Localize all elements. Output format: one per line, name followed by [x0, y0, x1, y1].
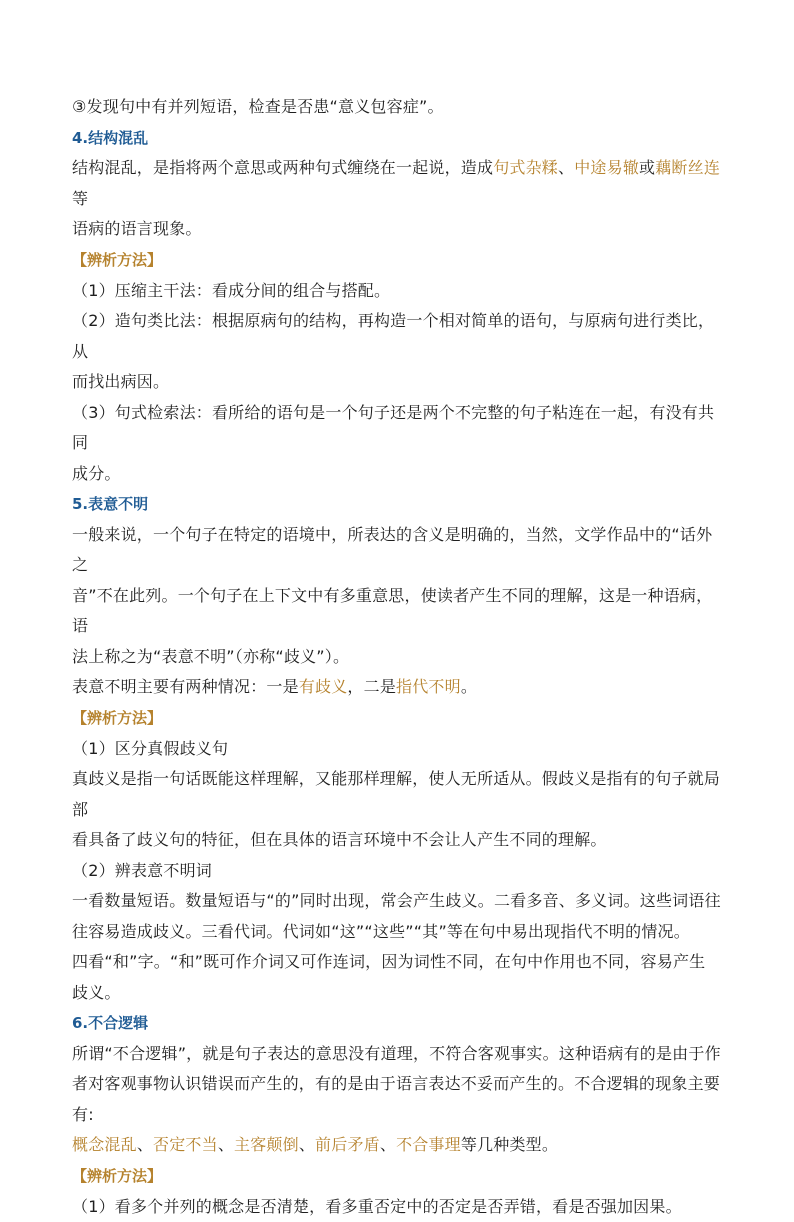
- paragraph-line: 往容易造成歧义。三看代词。代词如“这”“这些”“其”等在句中易出现指代不明的情况。: [72, 917, 722, 948]
- highlight-term: 否定不当: [153, 1135, 218, 1154]
- paragraph-line: 法上称之为“表意不明”（亦称“歧义”）。: [72, 642, 722, 673]
- method-item: （2）造句类比法：根据原病句的结构，再构造一个相对简单的语句，与原病句进行类比，从: [72, 306, 722, 367]
- paragraph-line: 一看数量短语。数量短语与“的”同时出现，常会产生歧义。二看多音、多义词。这些词语往: [72, 886, 722, 917]
- highlight-term: 不合事理: [396, 1135, 461, 1154]
- method-item: （3）句式检索法：看所给的语句是一个句子还是两个不完整的句子粘连在一起，有没有共同: [72, 398, 722, 459]
- highlight-term: 句式杂糅: [493, 158, 558, 177]
- highlight-term: 主客颠倒: [234, 1135, 299, 1154]
- section-heading-5: 5.表意不明: [72, 489, 722, 520]
- method-item: （1）区分真假歧义句: [72, 734, 722, 765]
- method-item: （1）压缩主干法：看成分间的组合与搭配。: [72, 276, 722, 307]
- document-page: [72, 92, 722, 1222]
- paragraph-line: 者对客观事物认识错误而产生的，有的是由于语言表达不妥而产生的。不合逻辑的现象主要有:: [72, 1069, 722, 1130]
- paragraph-line: 概念混乱、否定不当、主客颠倒、前后矛盾、不合事理等几种类型。: [72, 1130, 722, 1161]
- method-item-cont: 而找出病因。: [72, 367, 722, 398]
- highlight-term: 概念混乱: [72, 1135, 137, 1154]
- paragraph-line: 表意不明主要有两种情况：一是有歧义，二是指代不明。: [72, 672, 722, 703]
- paragraph-line: 歧义。: [72, 978, 722, 1009]
- method-tag: 【辨析方法】: [72, 703, 722, 734]
- paragraph-line: 真歧义是指一句话既能这样理解，又能那样理解，使人无所适从。假歧义是指有的句子就局部: [72, 764, 722, 825]
- paragraph-line: 所谓“不合逻辑”，就是句子表达的意思没有道理，不符合客观事实。这种语病有的是由于作: [72, 1039, 722, 1070]
- highlight-term: 中途易辙: [574, 158, 639, 177]
- method-item-cont: 成分。: [72, 459, 722, 490]
- method-item: （1）看多个并列的概念是否清楚，看多重否定中的否定是否弄错，看是否强加因果。: [72, 1192, 722, 1222]
- highlight-term: 前后矛盾: [315, 1135, 380, 1154]
- text-line: ③发现句中有并列短语，检查是否患“意义包容症”。: [72, 92, 722, 123]
- highlight-term: 有歧义: [299, 677, 348, 696]
- paragraph-line: 语病的语言现象。: [72, 214, 722, 245]
- paragraph-line: 结构混乱，是指将两个意思或两种句式缠绕在一起说，造成句式杂糅、中途易辙或藕断丝连等: [72, 153, 722, 214]
- paragraph-line: 四看“和”字。“和”既可作介词又可作连词，因为词性不同，在句中作用也不同，容易产生: [72, 947, 722, 978]
- paragraph-line: 看具备了歧义句的特征，但在具体的语言环境中不会让人产生不同的理解。: [72, 825, 722, 856]
- method-tag: 【辨析方法】: [72, 1161, 722, 1192]
- method-item: （2）辨表意不明词: [72, 856, 722, 887]
- section-heading-4: 4.结构混乱: [72, 123, 722, 154]
- highlight-term: 指代不明: [396, 677, 461, 696]
- paragraph-line: 音”不在此列。一个句子在上下文中有多重意思，使读者产生不同的理解，这是一种语病，语: [72, 581, 722, 642]
- highlight-term: 藕断丝连: [655, 158, 720, 177]
- section-heading-6: 6.不合逻辑: [72, 1008, 722, 1039]
- paragraph-line: 一般来说，一个句子在特定的语境中，所表达的含义是明确的，当然，文学作品中的“话外之: [72, 520, 722, 581]
- method-tag: 【辨析方法】: [72, 245, 722, 276]
